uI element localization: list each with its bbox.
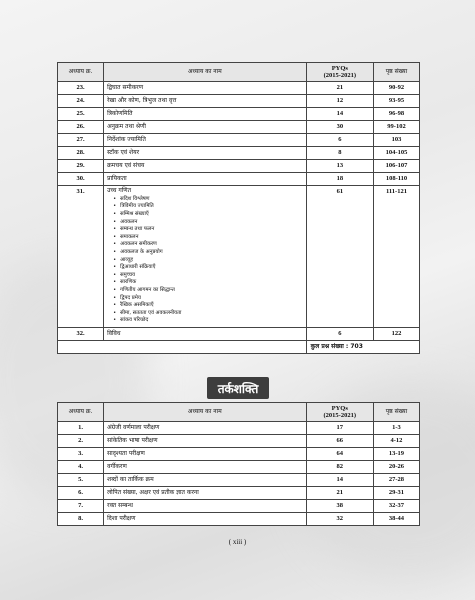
table-row: [58, 82, 420, 95]
page-range: 103: [373, 134, 419, 147]
chapter-name: लोपित संख्या, अक्षर एवं प्रतीक ज्ञात करना: [104, 487, 306, 500]
header-pyqs: PYQs (2015-2021): [306, 403, 373, 422]
table-row: [58, 95, 420, 108]
chapter-no: 6.: [58, 487, 104, 500]
page-range: 27-28: [373, 474, 419, 487]
chapter-name: अनुक्रम तथा श्रेणी: [104, 121, 307, 134]
header-chapter-name: अध्याय का नाम: [104, 403, 306, 422]
chapter-name: निर्देशांक ज्यामिति: [104, 134, 307, 147]
page-range: 108-110: [373, 173, 419, 186]
chapter-no: 30.: [58, 173, 104, 186]
chapter-no: 25.: [58, 108, 104, 121]
pyq-count: 21: [306, 82, 373, 95]
header-page-no: पृष्ठ संख्या: [373, 403, 419, 422]
table-row: [58, 422, 420, 435]
pyq-count: 6: [306, 327, 373, 340]
total-questions: कुल प्रश्न संख्या : 703: [306, 340, 419, 353]
table-row: [58, 435, 420, 448]
chapter-no: 23.: [58, 82, 104, 95]
pyq-count: 18: [306, 173, 373, 186]
chapter-no: 24.: [58, 95, 104, 108]
page-range: 122: [373, 327, 419, 340]
pyq-count: 21: [306, 487, 373, 500]
chapter-name: स्टॉक एवं शेयर: [104, 147, 307, 160]
page-range: 13-19: [373, 448, 419, 461]
subtopic-item: • अवकलन: [113, 219, 303, 227]
chapter-name: उच्च गणित: [107, 187, 132, 194]
chapter-name: त्रिकोणमिति: [104, 108, 307, 121]
chapter-name: दिशा परीक्षण: [104, 513, 306, 526]
page-range: 29-31: [373, 487, 419, 500]
subtopic-item: • त्रिविमीय ज्यामिति: [113, 203, 303, 211]
chapter-name: विविध: [104, 327, 307, 340]
pyq-count: 6: [306, 134, 373, 147]
header-page-no: पृष्ठ संख्या: [373, 63, 419, 82]
total-row: [58, 340, 420, 353]
pyq-count: 8: [306, 147, 373, 160]
pyq-count: 38: [306, 500, 373, 513]
chapter-no: 31.: [58, 186, 104, 328]
chapter-no: 3.: [58, 448, 104, 461]
subtopic-item: • रैखिक असमिकाएँ: [113, 302, 303, 310]
header-chapter-name: अध्याय का नाम: [104, 63, 307, 82]
page-number: ( xiii ): [228, 538, 247, 546]
subtopic-item: • सम्बन्ध तथा फलन: [113, 226, 303, 234]
chapter-no: 8.: [58, 513, 104, 526]
pyq-count: 12: [306, 95, 373, 108]
page-range: 99-102: [373, 121, 419, 134]
pyq-count: 14: [306, 474, 373, 487]
subtopic-item: • सारणिक: [113, 279, 303, 287]
table-row: [58, 474, 420, 487]
chapter-name: सांकेतिक भाषा परीक्षण: [104, 435, 306, 448]
table-row: [58, 448, 420, 461]
page-range: 104-105: [373, 147, 419, 160]
chapter-name: शब्दों का तार्किक क्रम: [104, 474, 306, 487]
chapter-name-cell: [104, 186, 307, 328]
pyq-count: 64: [306, 448, 373, 461]
subtopic-item: • द्विपद प्रमेय: [113, 295, 303, 303]
subtopic-item: • सम्मिश्र संख्याएँ: [113, 211, 303, 219]
chapter-no: 5.: [58, 474, 104, 487]
header-chapter-no: अध्याय क्र.: [58, 403, 104, 422]
chapter-no: 2.: [58, 435, 104, 448]
table-row: [58, 160, 420, 173]
table-row: [58, 147, 420, 160]
table-row: [58, 461, 420, 474]
table-row: [58, 108, 420, 121]
table-mathematics: [57, 62, 420, 354]
table-row: [58, 134, 420, 147]
page-range: 38-44: [373, 513, 419, 526]
page-range: 111-121: [373, 186, 419, 328]
pyq-count: 14: [306, 108, 373, 121]
subtopic-item: • सांकव परिच्छेद: [113, 317, 303, 325]
table-reasoning: [57, 402, 420, 526]
pyq-count: 66: [306, 435, 373, 448]
subtopic-item: • सदिश विश्लेषण: [113, 196, 303, 204]
chapter-name: प्रायिकता: [104, 173, 307, 186]
chapter-name: अंग्रेजी वर्णमाला परीक्षण: [104, 422, 306, 435]
page-range: 96-98: [373, 108, 419, 121]
section-title-reasoning: तर्कशक्ति: [207, 377, 269, 399]
page-range: 4-12: [373, 435, 419, 448]
subtopic-item: • अवकलज के अनुप्रयोग: [113, 249, 303, 257]
header-pyqs: PYQs (2015-2021): [306, 63, 373, 82]
page-range: 20-26: [373, 461, 419, 474]
pyq-count: 61: [306, 186, 373, 328]
chapter-no: 26.: [58, 121, 104, 134]
subtopic-item: • समाकलन: [113, 234, 303, 242]
chapter-name: वर्गीकरण: [104, 461, 306, 474]
pyq-count: 13: [306, 160, 373, 173]
chapter-name: क्रमचय एवं संचय: [104, 160, 307, 173]
subtopic-list: [113, 196, 303, 325]
chapter-no: 4.: [58, 461, 104, 474]
table-row-32: [58, 327, 420, 340]
table-row: [58, 500, 420, 513]
chapter-no: 28.: [58, 147, 104, 160]
pyq-count: 30: [306, 121, 373, 134]
page-range: 93-95: [373, 95, 419, 108]
chapter-no: 32.: [58, 327, 104, 340]
page-range: 106-107: [373, 160, 419, 173]
subtopic-item: • आव्यूह: [113, 257, 303, 265]
table-header-row: [58, 403, 420, 422]
chapter-no: 7.: [58, 500, 104, 513]
table-header-row: [58, 63, 420, 82]
total-spacer: [58, 340, 307, 353]
chapter-no: 1.: [58, 422, 104, 435]
subtopic-item: • अवकलन समीकरण: [113, 241, 303, 249]
page-range: 90-92: [373, 82, 419, 95]
table-row: [58, 121, 420, 134]
header-chapter-no: अध्याय क्र.: [58, 63, 104, 82]
chapter-no: 29.: [58, 160, 104, 173]
subtopic-item: • द्विआधारी संक्रियाएँ: [113, 264, 303, 272]
chapter-name: रेखा और कोण, त्रिभुज तथा वृत्त: [104, 95, 307, 108]
chapter-name: द्विघात समीकरण: [104, 82, 307, 95]
table-row-31: [58, 186, 420, 328]
chapter-name: रक्त सम्बन्ध: [104, 500, 306, 513]
page-range: 1-3: [373, 422, 419, 435]
table-row: [58, 513, 420, 526]
table-row: [58, 487, 420, 500]
subtopic-item: • सीमा, सततता एवं अवकलनीयता: [113, 310, 303, 318]
page-range: 32-37: [373, 500, 419, 513]
subtopic-item: • समुच्चय: [113, 272, 303, 280]
pyq-count: 17: [306, 422, 373, 435]
table-row: [58, 173, 420, 186]
subtopic-item: • गणितीय आगमन का सिद्धान्त: [113, 287, 303, 295]
pyq-count: 32: [306, 513, 373, 526]
pyq-count: 82: [306, 461, 373, 474]
chapter-no: 27.: [58, 134, 104, 147]
chapter-name: सादृश्यता परीक्षण: [104, 448, 306, 461]
